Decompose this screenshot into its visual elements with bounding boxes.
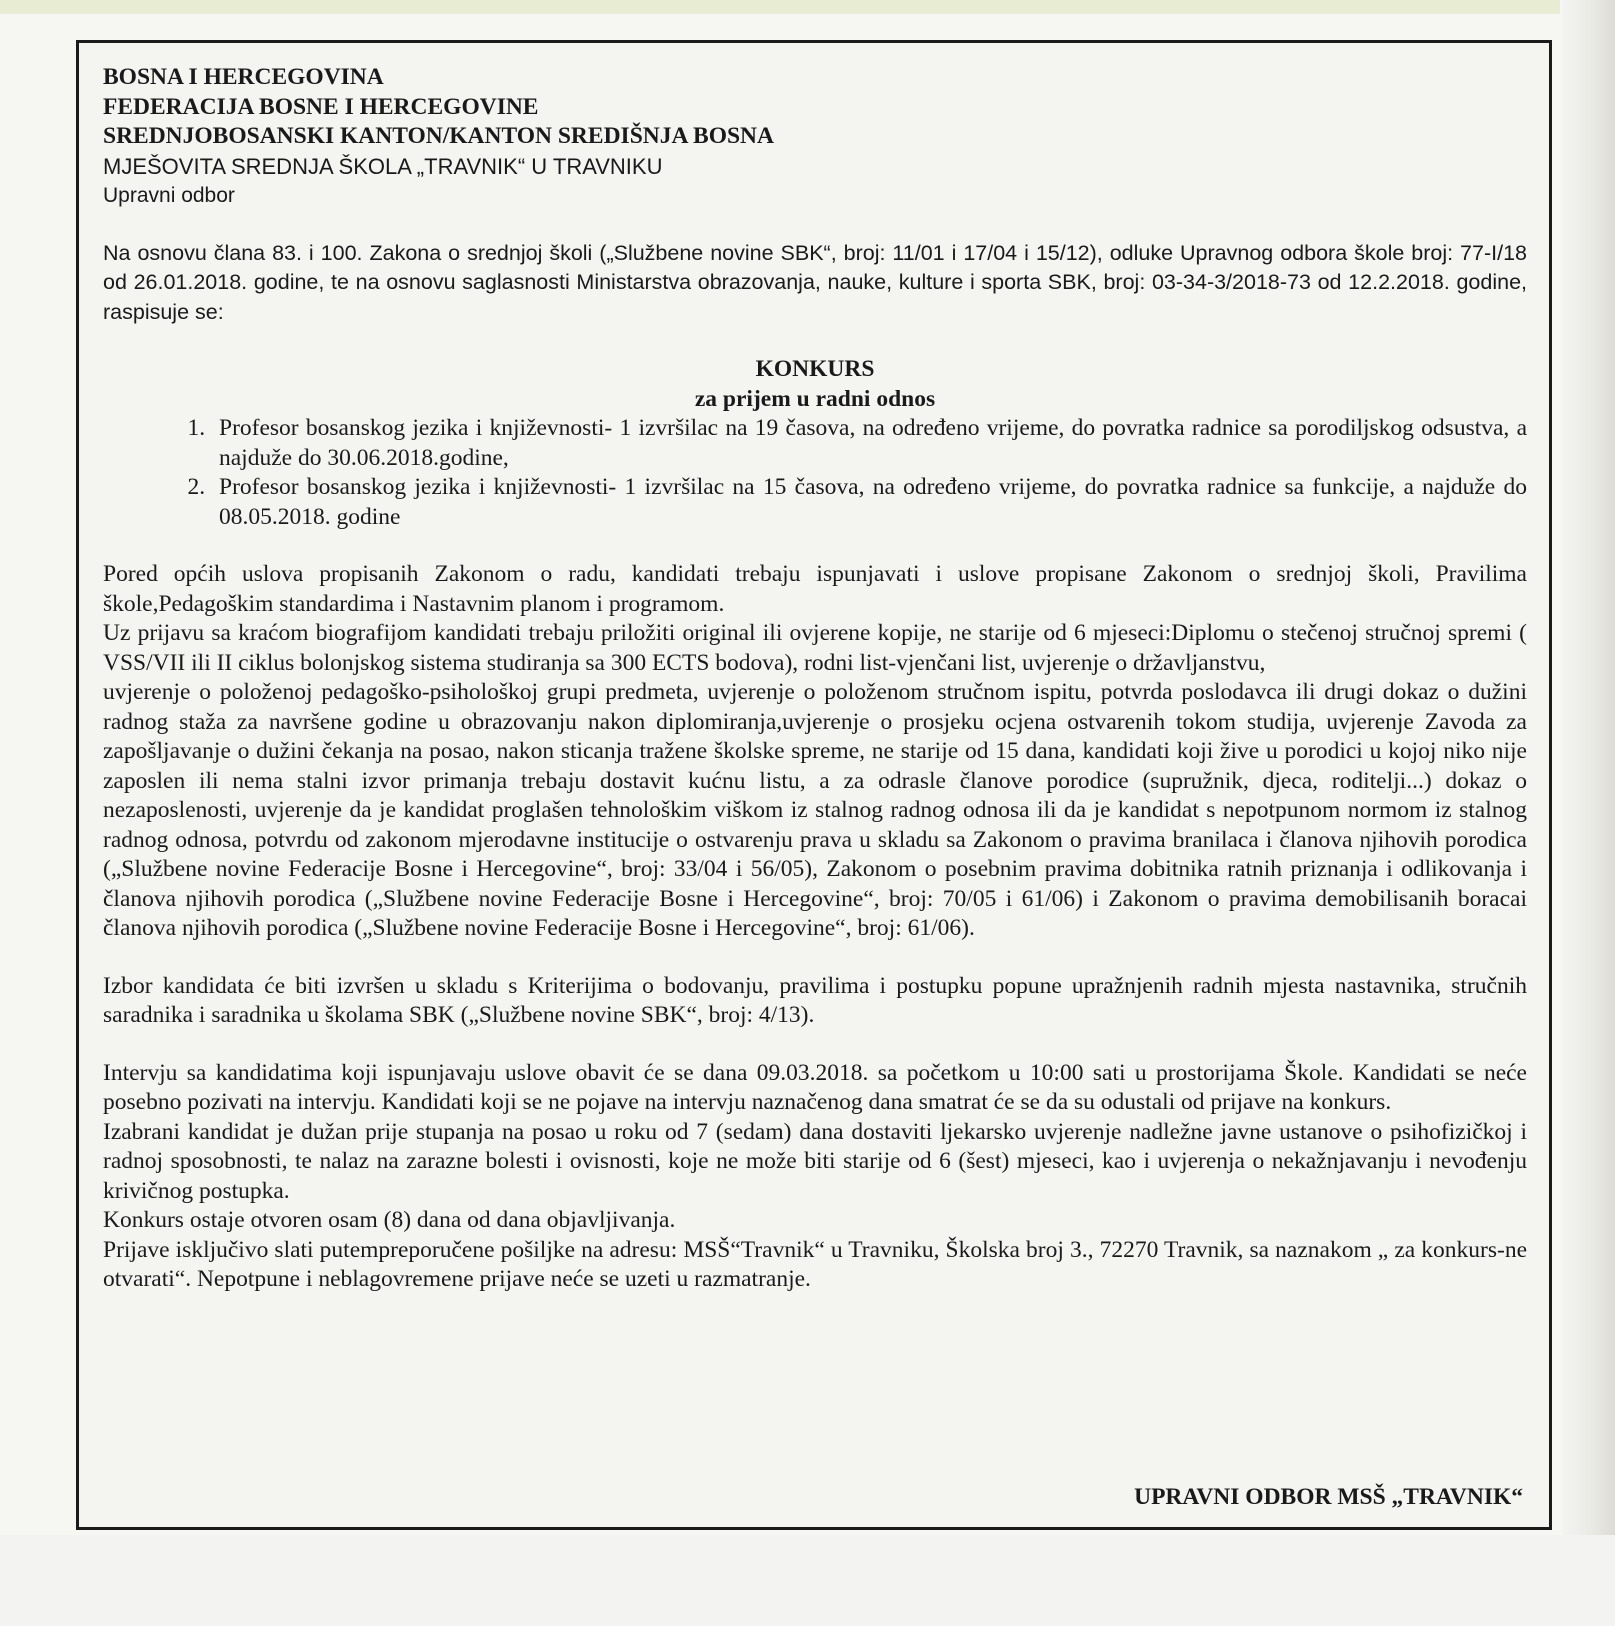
intro-paragraph: Na osnovu člana 83. i 100. Zakona o srednjoj školi („Službene novine SBK“, broj: 11/01 i 17/04 i 15/12), odluke Upravnog odbora škole broj: 77-I/18 od 26.01.2018. godine, te na osnovu saglasnosti Ministarstva obrazovanja, nauke, kulture i sporta SBK, broj: 03-34-3/2018-73 od 12.2.2018. godine, raspisuje se:	[103, 240, 1527, 324]
spacer	[103, 1031, 1527, 1059]
notice-subtitle: za prijem u radni odnos	[694, 385, 936, 412]
documents-paragraph: Uz prijavu sa kraćom biografijom kandidati trebaju priložiti original ili ovjerene kopije, ne starije od 6 mjeseci:Diplomu o stečenoj stručnoj spremi ( VSS/VII ili II ciklus bolonjskog sistema studiranja sa 300 ECTS bodova), rodni list-vjenčani list, uvjerenje o državljanstvu,	[103, 620, 1527, 676]
positions-list	[103, 414, 1527, 532]
header-country: BOSNA I HERCEGOVINA	[103, 64, 384, 90]
notice-content	[103, 63, 1527, 1295]
header-canton: SREDNJOBOSANSKI KANTON/KANTON SREDIŠNJA BOSNA	[103, 123, 775, 149]
signature: UPRAVNI ODBOR MSŠ „TRAVNIK“	[1134, 1484, 1523, 1510]
interview-paragraph: Intervju sa kandidatima koji ispunjavaju uslove obavit će se dana 09.03.2018. sa početkom u 10:00 sati u prostorijama Škole. Kandidati se neće posebno pozivati na intervju. Kandidati koji se ne pojave na intervju naznačenog dana smatrat će se da su odustali od prijave na konkurs.	[103, 1059, 1527, 1115]
spacer	[103, 944, 1527, 972]
konkurs-notice	[76, 40, 1552, 1530]
selection-paragraph: Izbor kandidata će biti izvršen u skladu s Kriterijima o bodovanju, pravilima i postupku popune upražnjenih radnih mjesta nastavnika, stručnih saradnika i saradnika u školama SBK („Službene novine SBK“, broj: 4/13).	[103, 972, 1527, 1028]
open-period-paragraph: Konkurs ostaje otvoren osam (8) dana od dana objavljivanja.	[103, 1207, 676, 1233]
page-top-strip	[0, 0, 1560, 14]
spacer	[103, 211, 1527, 239]
medical-paragraph: Izabrani kandidat je dužan prije stupanja na posao u roku od 7 (sedam) dana dostaviti ljekarsko uvjerenje nadležne javne ustanove o psihofizičkoj i radnoj sposobnosti, te nalaz na zarazne bolesti i ovisnosti, koje ne može biti starije od 6 (šest) mjeseci, kao i uvjerenja o nekažnjavanju i nevođenju krivičnog postupka.	[103, 1118, 1527, 1204]
position-item: 1. Profesor bosanskog jezika i književnosti- 1 izvršilac na 19 časova, na određeno vrijeme, do povratka radnice sa porodiljskog odsustva, a najduže do 30.06.2018.godine,	[211, 414, 1527, 473]
conditions-paragraph: Pored općih uslova propisanih Zakonom o radu, kandidati trebaju ispunjavati i uslove propisane Zakonom o srednjoj školi, Pravilima škole,Pedagoškim standardima i Nastavnim planom i programom.	[103, 561, 1527, 617]
documents-paragraph-continued: uvjerenje o položenoj pedagoško-psihološkoj grupi predmeta, uvjerenje o položenom stručnom ispitu, potvrda poslodavca ili drugi dokaz o dužini radnog staža za navršene godine u obrazovanju nakon diplomiranja,uvjerenje o prosjeku ocjena ostvarenih tokom studija, uvjerenje Zavoda za zapošljavanje o dužini čekanja na posao, nakon sticanja tražene školske spreme, ne starije od 15 dana, kandidati koji žive u porodici u kojoj niko nije zaposlen ili nema stalni izvor primanja trebaju dostavit kućnu listu, a za odrasle članove porodice (supružnik, djeca, roditelji...) dokaz o nezaposlenosti, uvjerenje da je kandidat proglašen tehnološkim viškom iz stalnog radnog odnosa ili da je kandidat s nepotpunom normom iz stalnog radnog odnosa, potvrdu od zakonom mjerodavne institucije o ostvarenju prava u skladu sa Zakonom o pravima branilaca i članova njihovih porodica („Službene novine Federacije Bosne i Hercegovine“, broj: 33/04 i 56/05), Zakonom o posebnim pravima dobitnika ratnih priznanja i odlikovanja i članova njihovih porodica („Službene novine Federacije Bosne i Hercegovine“, broj: 70/05 i 61/06) i Zakonom o pravima demobilisanih boracai članova njihovih porodica („Službene novine Federacije Bosne i Hercegovine“, broj: 61/06).	[103, 679, 1527, 941]
header-board: Upravni odbor	[103, 184, 235, 207]
page-right-edge	[1563, 0, 1615, 1626]
submission-paragraph: Prijave isključivo slati putempreporučene pošiljke na adresu: MSŠ“Travnik“ u Travniku, Školska broj 3., 72270 Travnik, sa naznakom „ za konkurs-ne otvarati“. Nepotpune i neblagovremene prijave neće se uzeti u razmatranje.	[103, 1236, 1527, 1292]
header-school: MJEŠOVITA SREDNJA ŠKOLA „TRAVNIK“ U TRAVNIKU	[103, 153, 663, 179]
page-bottom-band	[0, 1535, 1615, 1626]
position-item: 2. Profesor bosanskog jezika i književnosti- 1 izvršilac na 15 časova, na određeno vrijeme, do povratka radnice sa funkcije, a najduže do 08.05.2018. godine	[211, 473, 1527, 532]
spacer	[103, 532, 1527, 560]
header-federation: FEDERACIJA BOSNE I HERCEGOVINE	[103, 93, 539, 120]
spacer	[103, 327, 1527, 355]
notice-title: KONKURS	[755, 356, 875, 382]
